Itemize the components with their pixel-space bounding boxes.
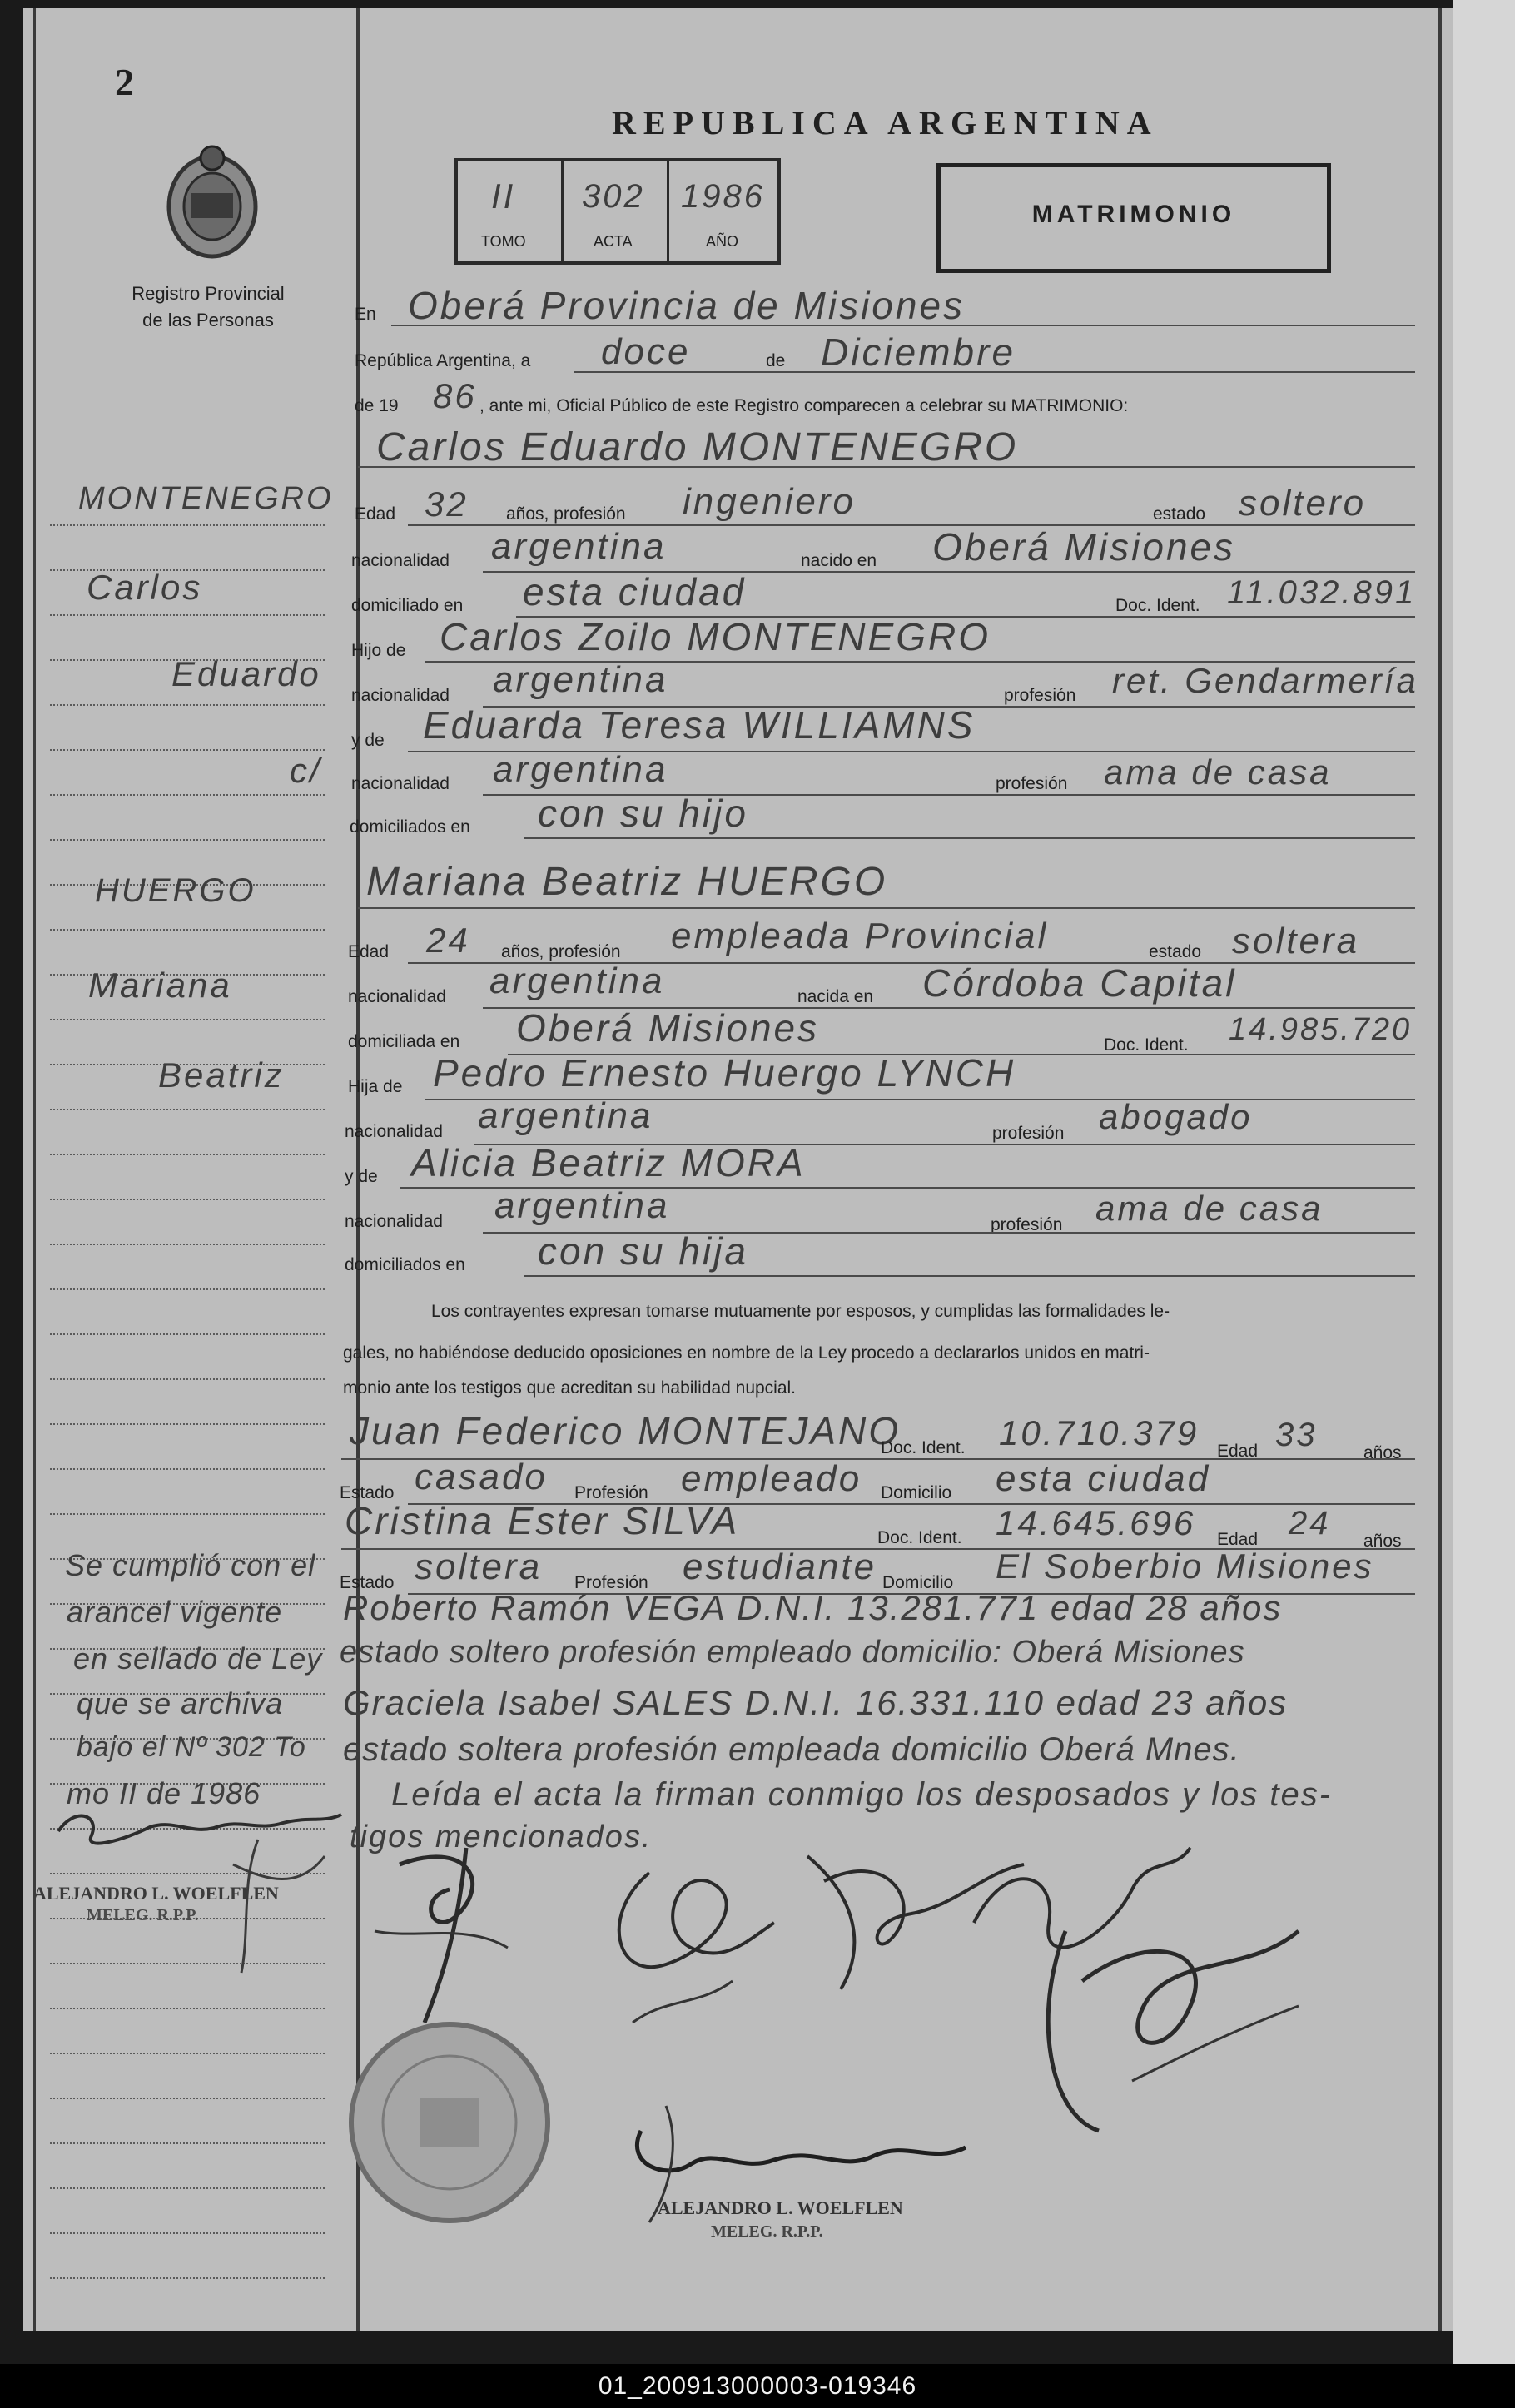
record-type: MATRIMONIO [1031, 201, 1236, 228]
groom-birthplace: Oberá Misiones [932, 525, 1236, 568]
tomo-cell [458, 161, 564, 261]
groom-parents-domicile: con su hijo [538, 792, 748, 835]
margin-note-line4: que se archiva [77, 1686, 284, 1720]
bride-parents-rule [524, 1275, 1415, 1277]
additional-line-1: Roberto Ramón VEGA D.N.I. 13.281.771 edad 28 años [343, 1588, 1283, 1627]
registry-name-line1: Registro Provincial [132, 283, 285, 304]
margin-bride-surname: HUERGO [95, 872, 256, 909]
bride-nationality: argentina [489, 961, 665, 1001]
additional-line-5: Leída el acta la firman conmigo los desposados y los tes- [391, 1776, 1333, 1813]
groom-hijo-label: Hijo de [351, 641, 406, 660]
bride-father-profession: abogado [1099, 1097, 1253, 1136]
anio-label: AÑO [706, 233, 739, 250]
margin-note-line5: bajo el Nº 302 To [77, 1731, 306, 1763]
witness1-doc-label: Doc. Ident. [881, 1438, 966, 1457]
margin-rule-line [50, 2187, 325, 2189]
margin-rule-line [50, 1019, 325, 1020]
bride-mother-nationality: argentina [494, 1185, 670, 1226]
witness1-anos-label: años [1364, 1443, 1402, 1462]
witness2-name: Cristina Ester SILVA [345, 1499, 740, 1542]
bride-nacida-label: nacida en [797, 987, 874, 1006]
groom-doc-number: 11.032.891 [1227, 574, 1417, 611]
bride-estado-label: estado [1149, 942, 1202, 961]
bride-mother-nat-label: nacionalidad [345, 1212, 443, 1231]
signature-1 [366, 1831, 583, 2031]
margin-rule-line [50, 1468, 325, 1470]
margin-bride-second: Beatriz [158, 1055, 285, 1095]
bride-parents-domicile: con su hija [538, 1229, 748, 1273]
witness2-doc: 14.645.696 [996, 1503, 1196, 1542]
margin-groom-first: Carlos [87, 568, 203, 607]
place: Oberá Provincia de Misiones [408, 284, 966, 327]
bride-full-name: Mariana Beatriz HUERGO [366, 860, 888, 904]
groom-father-name: Carlos Zoilo MONTENEGRO [440, 615, 991, 658]
bride-parents-dom-label: domiciliados en [345, 1255, 465, 1274]
margin-rule-line [50, 524, 325, 526]
bride-mother-name: Alicia Beatriz MORA [411, 1141, 806, 1184]
witness2-estado-label: Estado [340, 1573, 395, 1592]
ante-text: , ante mi, Oficial Público de este Registro comparecen a celebrar su MATRIMONIO: [479, 396, 1129, 415]
groom-father-nat-label: nacionalidad [351, 686, 450, 705]
margin-rule-line [50, 2098, 325, 2099]
bride-age: 24 [426, 921, 470, 960]
day: doce [601, 331, 691, 372]
witness1-status: casado [415, 1457, 548, 1497]
witness2-domicile: El Soberbio Misiones [996, 1547, 1374, 1586]
witness1-prof-label: Profesión [574, 1483, 648, 1502]
place-rule [391, 325, 1415, 326]
additional-line-4: estado soltera profesión empleada domicilio Oberá Mnes. [343, 1731, 1240, 1768]
groom-age: 32 [425, 484, 469, 524]
margin-rule-line [50, 1109, 325, 1110]
bride-domiciliada-label: domiciliada en [348, 1032, 460, 1051]
en-label: En [355, 305, 376, 324]
margin-groom-surname: MONTENEGRO [78, 481, 334, 516]
bride-edad-label: Edad [348, 942, 390, 961]
groom-name-rule [358, 466, 1415, 468]
volume-record-box [454, 158, 781, 265]
groom-domiciliado-label: domiciliado en [351, 596, 464, 615]
groom-edad-label: Edad [355, 504, 396, 524]
margin-rule-line [50, 614, 325, 616]
additional-line-6: tigos mencionados. [350, 1820, 653, 1854]
bride-doc-label: Doc. Ident. [1104, 1035, 1189, 1055]
witness2-doc-label: Doc. Ident. [877, 1528, 962, 1547]
bride-father-prof-label: profesión [992, 1124, 1065, 1143]
margin-rule-line [50, 1513, 325, 1515]
year-prefix: de 19 [355, 396, 399, 415]
margin-rule-line [50, 1423, 325, 1425]
groom-nationality: argentina [491, 526, 667, 567]
declaration-line1: Los contrayentes expresan tomarse mutuamente por esposos, y cumplidas las formalidades le- [431, 1302, 1170, 1321]
witness2-age: 24 [1289, 1505, 1331, 1542]
bride-marital-status: soltera [1232, 921, 1360, 961]
footer-id: 01_200913000003-019346 [598, 2372, 917, 2400]
tomo-label: TOMO [481, 233, 526, 250]
margin-stamp-name: ALEJANDRO L. WOELFLEN [33, 1883, 279, 1904]
groom-nacionalidad-label: nacionalidad [351, 551, 450, 570]
left-page-edge [33, 8, 36, 2331]
groom-parents-rule [524, 837, 1415, 839]
witness2-status: soltera [415, 1547, 543, 1587]
witness1-name: Juan Federico MONTEJANO [350, 1409, 902, 1452]
bride-profession: empleada Provincial [671, 916, 1049, 956]
witness1-doc: 10.710.379 [999, 1413, 1200, 1452]
witness2-prof-label: Profesión [574, 1573, 648, 1592]
groom-mother-nationality: argentina [493, 749, 668, 790]
groom-father-prof-label: profesión [1004, 686, 1076, 705]
republica-label: República Argentina, a [355, 351, 531, 370]
groom-father-nationality: argentina [493, 659, 668, 700]
facing-page-edge [1453, 0, 1515, 2364]
bride-doc-number: 14.985.720 [1229, 1012, 1413, 1047]
bride-anos-prof-label: años, profesión [501, 942, 621, 961]
bride-mother-profession: ama de casa [1095, 1189, 1324, 1228]
margin-rule-line [50, 704, 325, 706]
margin-rule-line [50, 1154, 325, 1155]
declaration-line3: monio ante los testigos que acreditan su habilidad nupcial. [343, 1378, 797, 1398]
witness1-edad-label: Edad [1217, 1442, 1259, 1461]
date-rule [574, 371, 1415, 373]
groom-mother-profession: ama de casa [1104, 752, 1332, 792]
image-id-footer [0, 2364, 1515, 2408]
groom-anos-prof-label: años, profesión [506, 504, 626, 524]
de-label: de [766, 351, 786, 370]
signature-5 [1016, 1881, 1332, 2156]
margin-connector: c/ [290, 751, 322, 790]
acta-label: ACTA [594, 233, 633, 250]
margin-note-line6: mo II de 1986 [67, 1776, 261, 1810]
witness2-edad-label: Edad [1217, 1530, 1259, 1549]
signature-2 [583, 1848, 799, 2064]
witness2-anos-label: años [1364, 1532, 1402, 1551]
groom-father-profession: ret. Gendarmería [1112, 661, 1418, 700]
margin-rule-line [50, 1288, 325, 1290]
groom-mother-name: Eduarda Teresa WILLIAMNS [423, 703, 976, 747]
bride-name-rule [358, 907, 1415, 909]
margin-note-line3: en sellado de Ley [73, 1641, 323, 1676]
witness2-dom-label: Domicilio [882, 1573, 954, 1592]
official-seal-icon [341, 2014, 558, 2231]
margin-rule-line [50, 929, 325, 931]
month: Diciembre [821, 330, 1016, 374]
tomo-value: II [491, 176, 516, 216]
groom-y-de-label: y de [351, 731, 385, 750]
margin-rule-line [50, 1244, 325, 1245]
bride-nacionalidad-label: nacionalidad [348, 987, 446, 1006]
acta-cell [564, 161, 669, 261]
registry-emblem-icon [158, 142, 266, 266]
margin-rule-line [50, 2142, 325, 2144]
record-type-box [936, 163, 1331, 273]
margin-groom-second: Eduardo [171, 654, 321, 693]
groom-mother-prof-label: profesión [996, 774, 1068, 793]
witness1-domicile: esta ciudad [996, 1458, 1211, 1499]
groom-marital-status: soltero [1239, 483, 1367, 524]
witness1-age: 33 [1275, 1417, 1318, 1453]
margin-note-line1: Se cumplió con el [65, 1548, 316, 1582]
margin-rule-line [50, 839, 325, 841]
groom-estado-label: estado [1153, 504, 1206, 524]
bride-father-nat-label: nacionalidad [345, 1122, 443, 1141]
groom-parents-dom-label: domiciliados en [350, 817, 470, 837]
groom-domicile: esta ciudad [523, 570, 747, 613]
groom-profession: ingeniero [683, 481, 857, 522]
bride-hija-label: Hija de [348, 1077, 403, 1096]
additional-line-3: Graciela Isabel SALES D.N.I. 16.331.110 edad 23 años [343, 1683, 1289, 1722]
margin-bride-first: Mariana [88, 966, 232, 1005]
bride-mother-prof-label: profesión [991, 1215, 1063, 1234]
acta-value: 302 [582, 178, 645, 215]
witness2-profession: estudiante [683, 1547, 877, 1587]
margin-rule-line [50, 749, 325, 751]
margin-rule-line [50, 1199, 325, 1200]
registry-name-line2: de las Personas [142, 310, 274, 330]
margin-rule-line [50, 2053, 325, 2054]
margin-stamp-title: MELEG. R.P.P. [87, 1906, 199, 1924]
bride-father-nationality: argentina [478, 1095, 653, 1136]
margin-rule-line [50, 2232, 325, 2234]
margin-rule-line [50, 1333, 325, 1335]
witness1-profession: empleado [681, 1458, 862, 1499]
bride-birthplace: Córdoba Capital [922, 961, 1237, 1005]
anio-cell [669, 161, 774, 261]
right-page-edge [1438, 8, 1442, 2331]
year-suffix: 86 [433, 376, 477, 415]
official-stamp-name: ALEJANDRO L. WOELFLEN [658, 2197, 903, 2218]
groom-mother-nat-label: nacionalidad [351, 774, 450, 793]
page-number: 2 [115, 61, 134, 103]
country-heading: REPUBLICA ARGENTINA [612, 104, 1159, 142]
bride-father-name: Pedro Ernesto Huergo LYNCH [433, 1051, 1016, 1095]
declaration-line2: gales, no habiéndose deducido oposiciones en nombre de la Ley procedo a declararlos unidos en matri- [343, 1343, 1150, 1363]
official-stamp-title: MELEG. R.P.P. [711, 2222, 823, 2241]
margin-note-line2: arancel vigente [67, 1595, 283, 1629]
margin-rule-line [50, 794, 325, 796]
witness1-estado-label: Estado [340, 1483, 395, 1502]
margin-rule-line [50, 2008, 325, 2009]
additional-line-2: estado soltero profesión empleado domicilio: Oberá Misiones [340, 1635, 1245, 1670]
margin-rule-line [50, 1378, 325, 1380]
witness1-dom-label: Domicilio [881, 1483, 952, 1502]
groom-nacido-label: nacido en [801, 551, 877, 570]
groom-doc-label: Doc. Ident. [1115, 596, 1200, 615]
bride-y-de-label: y de [345, 1167, 378, 1186]
groom-full-name: Carlos Eduardo MONTENEGRO [376, 425, 1019, 469]
margin-rule-line [50, 2277, 325, 2279]
anio-value: 1986 [681, 178, 765, 215]
bride-domicile: Oberá Misiones [516, 1006, 820, 1050]
